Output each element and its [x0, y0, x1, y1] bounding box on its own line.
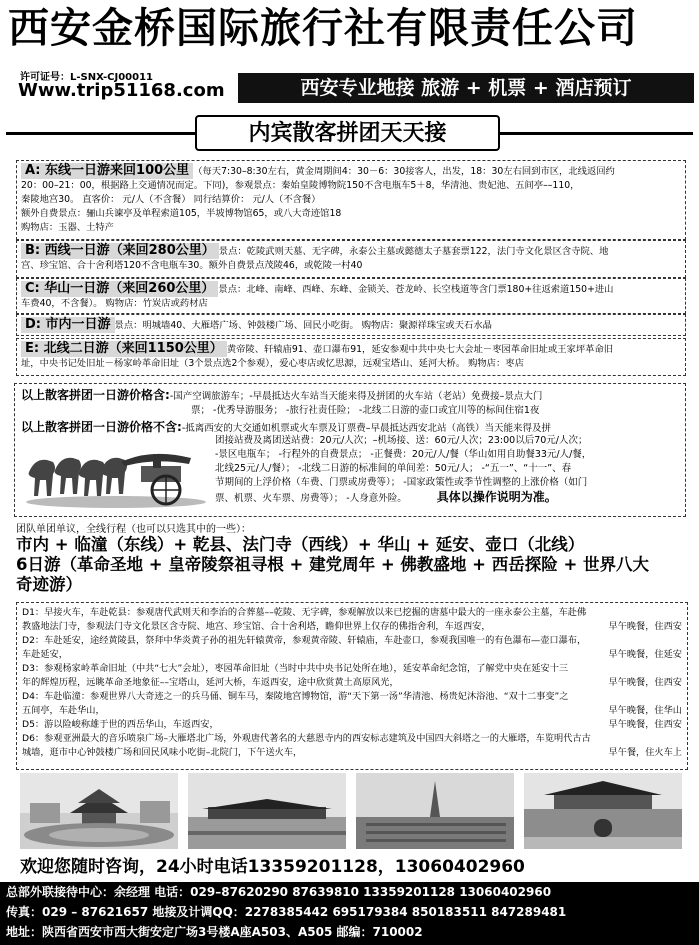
- price-include-line: -国产空调旅游车；-早晨抵达火车站当天能来得及拼团的火车站（老站）免费接–景点大门: [169, 391, 543, 402]
- day-line-row: [22, 676, 682, 690]
- tour-b-title: 西线一日游（来回280公里）: [44, 243, 215, 258]
- day-line: D2：车赴延安，途经黄陵县，祭拜中华炎黄子孙的祖先轩辕黄帝，参观黄帝陵、轩辕庙，车赴壶口，参观我国唯一的有色瀑布—壶口瀑布，: [22, 635, 587, 646]
- day-line: D5：游以险峻称雄于世的西岳华山，车返西安，: [22, 719, 219, 730]
- day-line: 年的辉煌历程，远眺革命圣地象征––宝塔山，延河大桥，车返西安，途中欣赏黄土高原风光，: [22, 677, 399, 688]
- routes-intro: 团队单团单议，全线行程（也可以只选其中的一些）：: [16, 524, 251, 535]
- day-line-row: [22, 620, 682, 634]
- tour-c-title: 华山一日游（来回260公里）: [44, 281, 215, 296]
- price-exclude-line: 北线25元/人/餐）； -北线二日游的标准间的单间差：50元/人； -“五一”、“十一”、春: [215, 463, 572, 474]
- day-5: [22, 718, 682, 732]
- tour-d: [16, 314, 686, 336]
- terracotta-army-photo: [356, 773, 514, 849]
- banner-section: [0, 115, 699, 151]
- day-6: [22, 732, 682, 760]
- tour-e-name: [21, 341, 227, 357]
- tour-c-line: 景点：北峰、南峰、西峰、东峰、金锁关、苍龙岭、长空栈道等含门票180+往返索道150+进山: [218, 284, 614, 295]
- footer-line-1: 总部外联接待中心：余经理 电话：029–87620290 87639810 13359201128 13060402960: [6, 885, 552, 899]
- day-line: D3：参观杨家岭革命旧址（中共“七大”会址），枣园革命旧址（当时中共中央书记处所在地），延安革命纪念馆，了解党中央在延安十三: [22, 663, 569, 674]
- tour-a-line: 20：00–21：00，根据路上交通情况而定。下同)，参观景点：秦始皇陵博物院150不含电瓶车5＋8，华清池、贵妃池、五间亭––110，: [21, 180, 580, 191]
- contact-footer: [0, 882, 699, 945]
- tour-a: [16, 160, 686, 240]
- day-line: D4：车赴临潼：参观世界八大奇迹之一的兵马俑、铜车马，秦陵地宫博物馆，游“天下第一汤”华清池、杨贵妃沐浴池、“双十二事变”之: [22, 691, 569, 702]
- footer-line-3: 地址：陕西省西安市西大街安定广场3号楼A座A503、A505 邮编：710002: [6, 925, 423, 939]
- tour-d-letter: D:: [25, 317, 41, 332]
- tour-e: [16, 338, 686, 376]
- tour-c: [16, 278, 686, 314]
- price-exclude-title: 以上散客拼团一日游价格不含:: [21, 420, 182, 434]
- tour-c-letter: C:: [25, 281, 40, 296]
- tour-c-line: 车费40，不含餐）。 购物店：竹炭店或药材店: [21, 298, 208, 309]
- tour-b-letter: B:: [25, 243, 41, 258]
- day-2: [22, 634, 682, 662]
- day-end: 早午晚餐，住西安: [608, 621, 682, 632]
- price-exclude-line: 票、机票、火车票、房费等）； -人身意外险。: [215, 493, 407, 504]
- group-routes: [16, 520, 686, 595]
- tour-a-line: 额外自费景点：骊山兵谏亭及单程索道105，半坡博物馆65，或八大奇迹馆18: [21, 208, 342, 219]
- day-line-row: [22, 746, 682, 760]
- footer-line-2: 传真：029 – 87621657 地接及计调QQ：2278385442 695179384 850183511 847289481: [6, 905, 567, 919]
- price-exclude-line: 节期间的上浮价格（车费、门票或房费等）； -国家政策性或季节性调整的上涨价格（如门: [215, 477, 588, 488]
- tour-b-name: [21, 243, 219, 259]
- tour-b-line: 宫、珍宝馆、合十舍利塔120不含电瓶车30。额外自费景点茂陵46，或乾陵一村40: [21, 260, 363, 271]
- tour-a-line: 购物店：玉器、土特产: [21, 222, 114, 233]
- day-line: 教盛地法门寺，参观法门寺文化景区含寺院、地宫、珍宝馆、合十舍利塔，瞻仰世界上仅存的佛指舍利，车返西安，: [22, 621, 491, 632]
- day-3: [22, 662, 682, 690]
- day-end: 早午晚餐，住华山: [608, 705, 682, 716]
- price-box: [14, 383, 686, 517]
- price-exclude-line: 团接站费及离团送站费：20元/人次；–机场接、送：60元/人次；23:00以后70元/人次；: [215, 435, 588, 446]
- price-include: [21, 388, 681, 418]
- price-exclude-line: -景区电瓶车； -行程外的自费景点； -正餐费：20元/人/餐（华山如用自助餐33元/人/餐，: [215, 449, 592, 460]
- price-exclude-more: [215, 434, 681, 506]
- price-note: 具体以操作说明为准。: [436, 490, 557, 504]
- day-end: 早午晚餐，住延安: [608, 649, 682, 660]
- day-line: 城墙，逛市中心钟鼓楼广场和回民风味小吃街–北院门，下午送火车，: [22, 747, 303, 758]
- website-link[interactable]: Www.trip51168.com: [18, 80, 225, 101]
- tour-b: [16, 240, 686, 278]
- bronze-chariot-image: [21, 442, 211, 512]
- day-end: 早午餐，住火车上: [608, 747, 682, 758]
- tour-a-line: （每天7:30–8:30左右，黄金周期间4：30－6：30接客人，出发，18：30左右回到市区，北线返回约: [193, 166, 615, 177]
- tour-d-name: [21, 317, 115, 333]
- price-exclude-line: -抵离西安的大交通如机票或火车票及订票费–早晨抵达西安北站（高铁）当天能来得及拼: [181, 423, 551, 434]
- price-include-line: 票； -优秀导游服务； -旅行社责任险； -北线二日游的壶口或宜川等的标间住宿1夜: [191, 405, 540, 416]
- day-line-row: [22, 648, 682, 662]
- tour-a-name: [21, 163, 193, 179]
- day-1: [22, 606, 682, 634]
- tour-a-title: 东线一日游来回100公里: [45, 163, 190, 178]
- tour-d-line: 景点：明城墙40、大雁塔广场、钟鼓楼广场、回民小吃街。 购物店：聚源祥珠宝或天石水晶: [114, 320, 492, 331]
- day-line: 五间亭，车赴华山，: [22, 705, 105, 716]
- routes-line-3: 奇迹游）: [16, 575, 82, 594]
- tour-e-title: 北线二日游（来回1150公里）: [43, 341, 223, 356]
- day-line: D1：早接火车，车赴乾县：参观唐代武则天和李治的合葬墓––乾陵、无字碑，参观解放以来已挖掘的唐墓中最大的一座永泰公主墓，车赴佛: [22, 607, 587, 618]
- wild-goose-pagoda-photo: [188, 773, 346, 849]
- tour-a-letter: A:: [25, 163, 41, 178]
- city-gate-photo: [524, 773, 682, 849]
- routes-line-2: 6日游（革命圣地 + 皇帝陵祭祖寻根 + 建党周年 + 佛教盛地 + 西岳探险 + 世界八大: [16, 555, 650, 574]
- tour-e-line: 址，中央书记处旧址－杨家岭革命旧址（3个景点选2个参观），爱心枣店或忆思源，远观宝塔山、延河大桥。 购物店：枣店: [21, 358, 524, 369]
- itinerary-days: [16, 602, 688, 770]
- day-line: 车赴延安，: [22, 649, 68, 660]
- day-4: [22, 690, 682, 718]
- day-line-row: [22, 718, 682, 732]
- tour-e-letter: E:: [25, 341, 40, 356]
- company-title: 西安金桥国际旅行社有限责任公司: [8, 4, 638, 52]
- consult-hotline: 欢迎您随时咨询，24小时电话13359201128，13060402960: [20, 857, 525, 877]
- tour-b-line: 景点：乾陵武则天墓、无字碑，永泰公主墓或懿德太子墓套票122，法门寺文化景区含寺院、地: [218, 246, 609, 257]
- price-include-title: 以上散客拼团一日游价格含:: [21, 388, 170, 402]
- tour-c-name: [21, 281, 218, 297]
- day-end: 早午晚餐，住西安: [608, 719, 682, 730]
- day-end: 早午晚餐，住西安: [608, 677, 682, 688]
- day-line: D6：参观亚洲最大的音乐喷泉广场–大雁塔北广场，外观唐代著名的大慈恩寺内的西安标志建筑及中国四大斜塔之一的大雁塔，车览明代古古: [22, 733, 591, 744]
- license-number: 许可证号：L-SNX-CJ00011: [20, 72, 153, 83]
- tour-e-line: 黄帝陵、轩辕庙91、壶口瀑布91，延安参观中共中央七大会址－枣园革命旧址或王家坪革命旧: [226, 344, 614, 355]
- bell-tower-photo: [20, 773, 178, 849]
- slogan-bar: 西安专业地接 旅游 + 机票 + 酒店预订: [238, 73, 694, 103]
- tour-a-line: 秦陵地宫30。 直客价： 元/人（不含餐） 同行结算价： 元/人（不含餐）: [21, 194, 321, 205]
- day-line-row: [22, 704, 682, 718]
- tour-d-title: 市内一日游: [45, 317, 111, 332]
- routes-line-1: 市内 + 临潼（东线）+ 乾县、法门寺（西线）+ 华山 + 延安、壶口（北线）: [16, 535, 585, 554]
- banner-title: 内宾散客拼团天天接: [195, 115, 500, 151]
